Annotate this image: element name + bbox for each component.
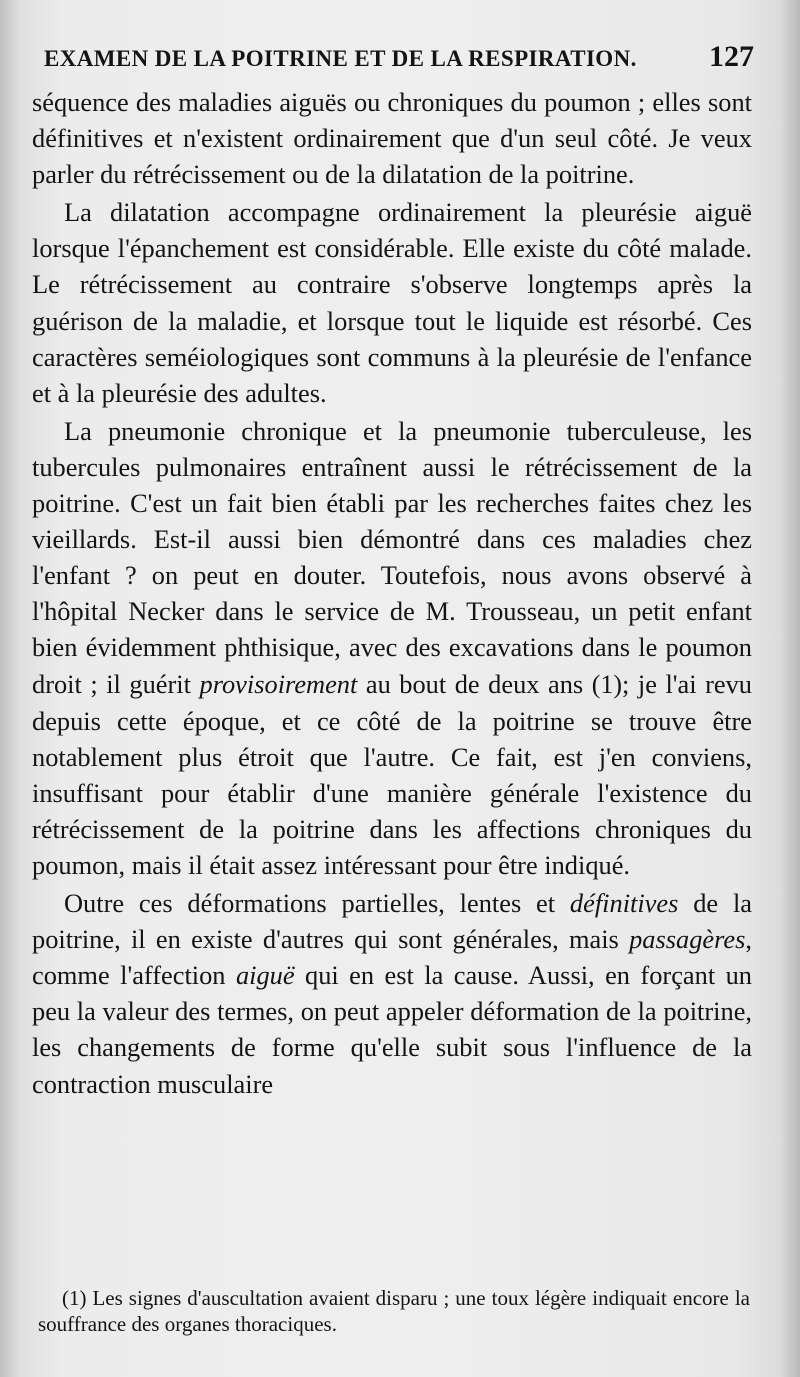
running-head: EXAMEN DE LA POITRINE ET DE LA RESPIRATION. — [44, 46, 637, 71]
paragraph-4-part-4: qui en est la cause. Aussi, en forçant un peu la valeur des termes, on peut appeler déformation de la poitrine, les changements de forme qu'elle subit sous l'influence de la contraction musculaire — [32, 960, 752, 1099]
page-header — [44, 40, 754, 76]
paragraph-4-italic-2: passagères — [629, 924, 746, 955]
paragraph-3-italic: provisoirement — [199, 668, 358, 699]
paragraph-4-part-2: de la poitrine, il en existe d'autres qui sont générales, mais — [32, 888, 752, 955]
paragraph-2: La dilatation accompagne ordinairement la pleurésie aiguë lorsque l'épanchement est considérable. Elle existe du côté malade. Le rétrécissement au contraire s'observe longtemps après la guérison de la maladie, et lorsque tout le liquide est résorbé. Ces caractères seméiologiques sont communs à la pleurésie de l'enfance et à la pleurésie des adultes. — [32, 197, 752, 408]
page-number: 127 — [709, 40, 754, 73]
paragraph-4-italic-3: aiguë — [235, 960, 295, 991]
paragraph-3-text-mid: au bout de deux ans — [357, 668, 592, 699]
page-edge-shadow-right — [780, 0, 800, 1377]
paragraph-4 — [32, 885, 752, 1102]
paragraph-3 — [32, 413, 752, 883]
paragraph-3-text-before: La pneumonie chronique et la pneumonie tuberculeuse, les tubercules pulmonaires entraînent aussi le rétrécissement de la poitrine. C'est un fait bien établi par les recherches faites chez les vieillards. Est-il aussi bien démontré dans ces maladies chez l'enfant ? on peut en douter. Toutefois, nous avons observé à l'hôpital Necker dans le service de M. Trousseau, un petit enfant bien évidemment phthisique, avec des excavations dans le poumon droit ; il guérit — [32, 415, 752, 699]
paragraph-4-italic-1: définitives — [569, 888, 679, 919]
paragraph-4-part-3: , comme l'affection — [32, 924, 752, 991]
body-text — [32, 84, 752, 1102]
footnote-reference: (1) — [591, 669, 623, 699]
page-edge-shadow-left — [0, 0, 20, 1377]
footnote: (1) Les signes d'auscultation avaient disparu ; une toux légère indiquait encore la souffrance des organes thoraciques. — [38, 1286, 750, 1336]
paragraph-3-text-after: ; je l'ai revu depuis cette époque, et ce côté de la poitrine se trouve être notablement plus étroit que l'autre. Ce fait, est j'en conviens, insuffisant pour établir d'une manière générale l'existence du rétrécissement de la poitrine dans les affections chroniques du poumon, mais il était assez intéressant pour être indiqué. — [32, 668, 752, 880]
paragraph-4-part-1: Outre ces déformations partielles, lentes et — [64, 888, 570, 919]
paragraph-1: séquence des maladies aiguës ou chroniques du poumon ; elles sont définitives et n'existent ordinairement que d'un seul côté. Je veux parler du rétrécissement ou de la dilatation de la poitrine. — [32, 87, 752, 190]
